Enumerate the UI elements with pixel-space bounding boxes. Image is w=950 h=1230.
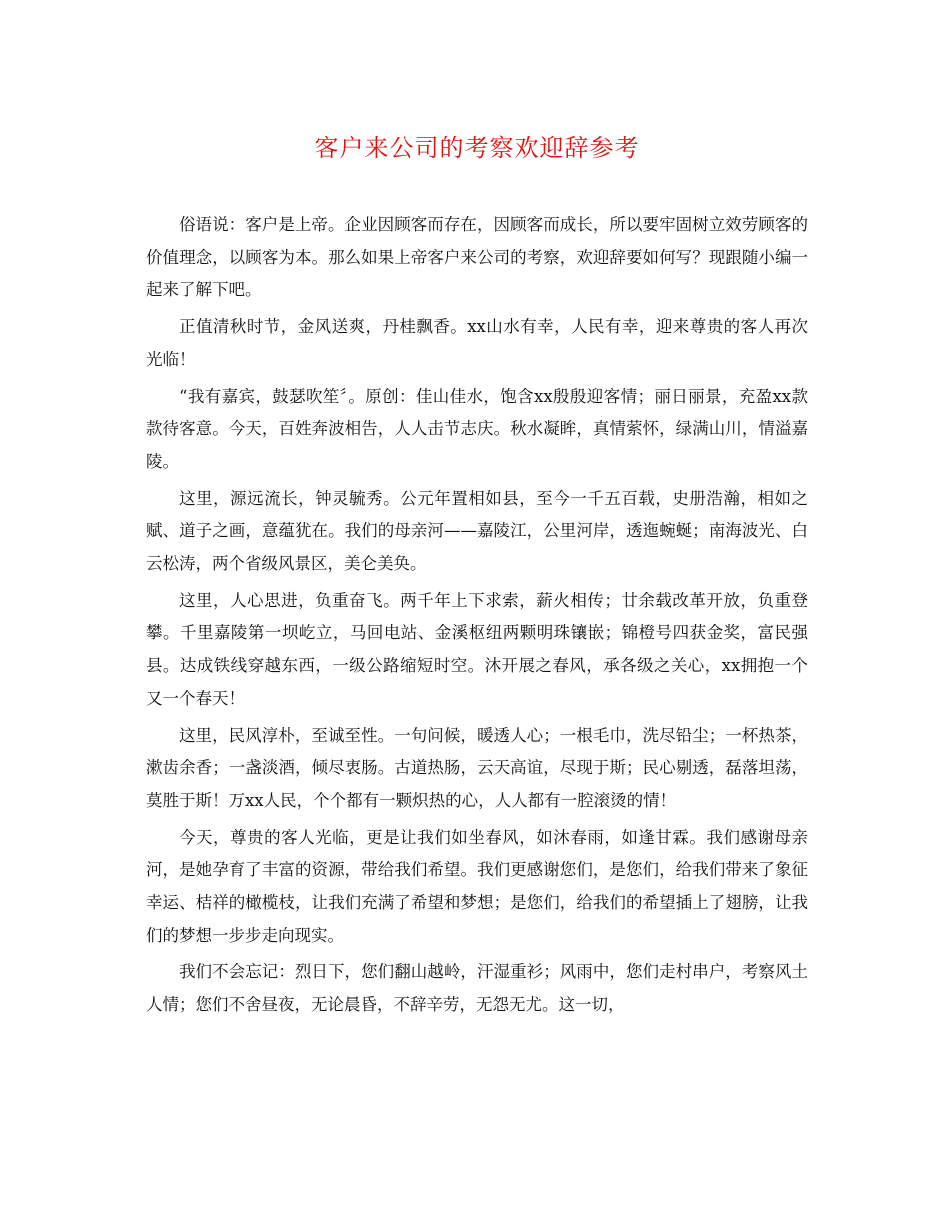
- paragraph-5: 这里，人心思进，负重奋飞。两千年上下求索，薪火相传；廿余载改革开放，负重登攀。千里嘉陵第一坝屹立，马回电站、金溪枢纽两颗明珠镶嵌；锦橙号四获金奖，富民强县。达成铁线穿越东西，一级公路缩短时空。沐开展之春风，承各级之关心，xx拥抱一个又一个春天！: [146, 590, 808, 708]
- paragraph-2: 正值清秋时节，金风送爽，丹桂飘香。xx山水有幸，人民有幸，迎来尊贵的客人再次光临！: [146, 317, 808, 369]
- paragraph-3: “我有嘉宾，鼓瑟吹笙〞。原创：佳山佳水，饱含xx殷殷迎客情；丽日丽景，充盈xx款款待客意。今天，百姓奔波相告，人人击节志庆。秋水凝眸，真情萦怀，绿满山川，情溢嘉陵。: [146, 386, 808, 471]
- paragraph-6: 这里，民风淳朴，至诚至性。一句问候，暖透人心；一根毛巾，洗尽铅尘；一杯热茶，漱齿余香；一盏淡酒，倾尽衷肠。古道热肠，云天高谊，尽现于斯；民心剔透，磊落坦荡，莫胜于斯！万xx人民，个个都有一颗炽热的心，人人都有一腔滚烫的情！: [146, 725, 808, 810]
- paragraph-4: 这里，源远流长，钟灵毓秀。公元年置相如县，至今一千五百载，史册浩瀚，相如之赋、道子之画，意蕴犹在。我们的母亲河——嘉陵江，公里河岸，透迤蜿蜒；南海波光、白云松涛，两个省级风景区，美仑美奂。: [146, 488, 808, 574]
- document-title: 客户来公司的考察欢迎辞参考: [314, 134, 640, 162]
- paragraph-7: 今天，尊贵的客人光临，更是让我们如坐春风，如沐春雨，如逢甘霖。我们感谢母亲河，是她孕育了丰富的资源，带给我们希望。我们更感谢您们，是您们，给我们带来了象征幸运、桔祥的橄榄枝，让我们充满了希望和梦想；是您们，给我们的希望插上了翅膀，让我们的梦想一步步走向现实。: [146, 827, 808, 945]
- paragraph-1: 俗语说：客户是上帝。企业因顾客而存在，因顾客而成长，所以要牢固树立效劳顾客的价值理念，以顾客为本。那么如果上帝客户来公司的考察，欢迎辞要如何写？现跟随小编一起来了解下吧。: [146, 215, 808, 300]
- paragraph-8: 我们不会忘记：烈日下，您们翻山越岭，汗湿重衫；风雨中，您们走村串户，考察风土人情；您们不舍昼夜，无论晨昏，不辞辛劳，无怨无尤。这一切，: [146, 962, 808, 1015]
